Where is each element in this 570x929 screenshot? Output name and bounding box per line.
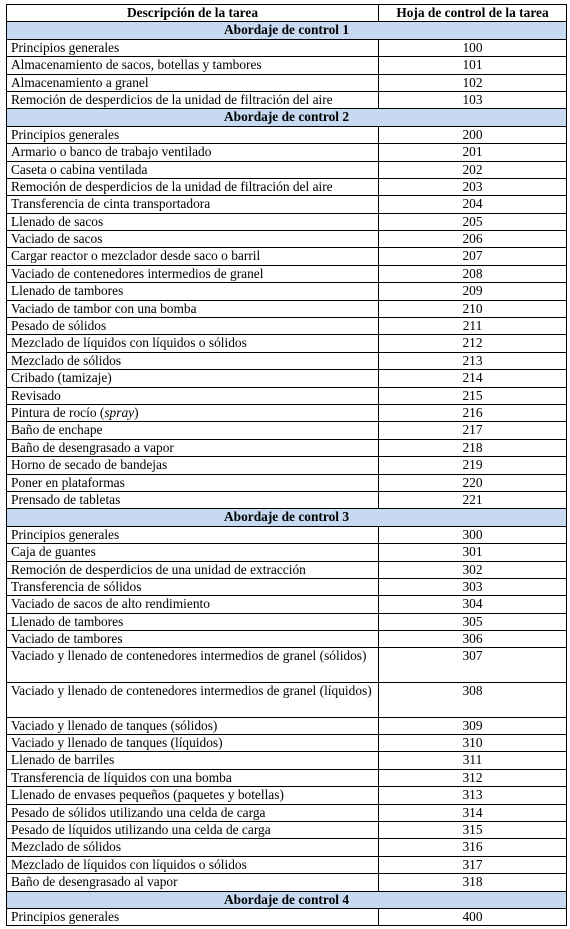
- task-sheet-number: 308: [379, 683, 567, 718]
- table-row: [7, 544, 567, 561]
- task-description: Baño de enchape: [7, 422, 379, 439]
- table-row: [7, 335, 567, 352]
- task-sheet-number: 203: [379, 178, 567, 195]
- table-row: [7, 318, 567, 335]
- table-row: [7, 735, 567, 752]
- table-row: [7, 39, 567, 56]
- task-description: Llenado de tambores: [7, 283, 379, 300]
- section-header-row: [7, 891, 567, 908]
- section-title: Abordaje de control 1: [7, 22, 567, 39]
- task-sheet-number: 212: [379, 335, 567, 352]
- task-sheet-number: 309: [379, 717, 567, 734]
- table-row: [7, 213, 567, 230]
- task-sheet-number: 313: [379, 787, 567, 804]
- task-sheet-number: 306: [379, 631, 567, 648]
- task-description: Principios generales: [7, 526, 379, 543]
- table-row: [7, 404, 567, 421]
- task-sheet-number: 101: [379, 57, 567, 74]
- task-sheet-number: 217: [379, 422, 567, 439]
- task-sheet-number: 213: [379, 352, 567, 369]
- task-description: Vaciado de tambor con una bomba: [7, 300, 379, 317]
- task-sheet-number: 300: [379, 526, 567, 543]
- section-title: Abordaje de control 2: [7, 109, 567, 126]
- table-row: [7, 57, 567, 74]
- task-sheet-number: 305: [379, 613, 567, 630]
- table-row: [7, 631, 567, 648]
- table-row: [7, 717, 567, 734]
- task-sheet-number: 218: [379, 439, 567, 456]
- task-sheet-number: 206: [379, 231, 567, 248]
- table-row: [7, 178, 567, 195]
- task-description: Principios generales: [7, 126, 379, 143]
- table-row: [7, 231, 567, 248]
- task-sheet-number: 102: [379, 74, 567, 91]
- task-sheet-number: 201: [379, 144, 567, 161]
- table-row: [7, 74, 567, 91]
- task-description: Caseta o cabina ventilada: [7, 161, 379, 178]
- task-sheet-number: 221: [379, 491, 567, 508]
- section-title: Abordaje de control 4: [7, 891, 567, 908]
- task-description: Llenado de tambores: [7, 613, 379, 630]
- table-row: [7, 352, 567, 369]
- table-row: [7, 283, 567, 300]
- task-description: Remoción de desperdicios de una unidad de extracción: [7, 561, 379, 578]
- task-description: Prensado de tabletas: [7, 491, 379, 508]
- task-description: Vaciado y llenado de tanques (sólidos): [7, 717, 379, 734]
- task-sheet-number: 207: [379, 248, 567, 265]
- task-description: Remoción de desperdicios de la unidad de filtración del aire: [7, 178, 379, 195]
- task-description-text: Pintura de rocío (: [11, 404, 105, 420]
- task-description: Transferencia de líquidos con una bomba: [7, 769, 379, 786]
- task-description: Mezclado de sólidos: [7, 839, 379, 856]
- task-description: Horno de secado de bandejas: [7, 457, 379, 474]
- task-sheet-number: 215: [379, 387, 567, 404]
- table-row: [7, 613, 567, 630]
- task-sheet-number: 211: [379, 318, 567, 335]
- document-page: [6, 4, 566, 926]
- task-description: Vaciado y llenado de contenedores intermedios de granel (líquidos): [7, 683, 379, 718]
- table-row: [7, 265, 567, 282]
- task-sheet-number: 317: [379, 856, 567, 873]
- task-sheet-number: 312: [379, 769, 567, 786]
- task-sheet-number: 303: [379, 578, 567, 595]
- column-header-description: Descripción de la tarea: [7, 5, 379, 22]
- task-sheet-number: 316: [379, 839, 567, 856]
- task-description: Almacenamiento de sacos, botellas y tambores: [7, 57, 379, 74]
- task-description: Mezclado de líquidos con líquidos o sólidos: [7, 856, 379, 873]
- task-description: Llenado de sacos: [7, 213, 379, 230]
- table-row: [7, 683, 567, 718]
- task-description: Principios generales: [7, 39, 379, 56]
- table-row: [7, 439, 567, 456]
- task-sheet-number: 219: [379, 457, 567, 474]
- table-row: [7, 787, 567, 804]
- table-row: [7, 196, 567, 213]
- table-header-row: [7, 5, 567, 22]
- task-sheet-number: 200: [379, 126, 567, 143]
- section-header-row: [7, 109, 567, 126]
- task-sheet-number: 400: [379, 908, 567, 925]
- task-description: Pesado de líquidos utilizando una celda de carga: [7, 821, 379, 838]
- task-description: Mezclado de líquidos con líquidos o sólidos: [7, 335, 379, 352]
- task-description: Armario o banco de trabajo ventilado: [7, 144, 379, 161]
- task-sheet-number: 318: [379, 874, 567, 891]
- table-row: [7, 387, 567, 404]
- table-row: [7, 491, 567, 508]
- task-sheet-number: 103: [379, 91, 567, 108]
- task-description: Cribado (tamizaje): [7, 370, 379, 387]
- control-sheet-table: [6, 4, 567, 926]
- task-description: Cargar reactor o mezclador desde saco o barril: [7, 248, 379, 265]
- table-row: [7, 457, 567, 474]
- task-sheet-number: 307: [379, 648, 567, 683]
- table-row: [7, 474, 567, 491]
- task-sheet-number: 314: [379, 804, 567, 821]
- task-description: Pesado de sólidos utilizando una celda de carga: [7, 804, 379, 821]
- table-row: [7, 91, 567, 108]
- section-header-row: [7, 22, 567, 39]
- task-description: Transferencia de cinta transportadora: [7, 196, 379, 213]
- task-sheet-number: 208: [379, 265, 567, 282]
- task-description: Principios generales: [7, 908, 379, 925]
- table-row: [7, 526, 567, 543]
- section-title: Abordaje de control 3: [7, 509, 567, 526]
- table-row: [7, 908, 567, 925]
- table-row: [7, 769, 567, 786]
- task-sheet-number: 210: [379, 300, 567, 317]
- table-row: [7, 248, 567, 265]
- table-row: [7, 752, 567, 769]
- task-sheet-number: 315: [379, 821, 567, 838]
- task-description-italic: spray: [104, 404, 135, 420]
- task-sheet-number: 204: [379, 196, 567, 213]
- task-sheet-number: 220: [379, 474, 567, 491]
- table-row: [7, 561, 567, 578]
- table-row: [7, 804, 567, 821]
- task-description: Transferencia de sólidos: [7, 578, 379, 595]
- task-description: Almacenamiento a granel: [7, 74, 379, 91]
- task-sheet-number: 209: [379, 283, 567, 300]
- table-row: [7, 578, 567, 595]
- task-description: Pesado de sólidos: [7, 318, 379, 335]
- table-row: [7, 874, 567, 891]
- task-sheet-number: 202: [379, 161, 567, 178]
- task-description-text: ): [134, 404, 139, 420]
- task-description: Baño de desengrasado al vapor: [7, 874, 379, 891]
- task-description: Llenado de envases pequeños (paquetes y botellas): [7, 787, 379, 804]
- section-header-row: [7, 509, 567, 526]
- table-row: [7, 422, 567, 439]
- table-row: [7, 144, 567, 161]
- task-sheet-number: 302: [379, 561, 567, 578]
- task-description: Vaciado de contenedores intermedios de granel: [7, 265, 379, 282]
- table-row: [7, 839, 567, 856]
- task-sheet-number: 304: [379, 596, 567, 613]
- task-sheet-number: 216: [379, 404, 567, 421]
- task-description: Baño de desengrasado a vapor: [7, 439, 379, 456]
- task-sheet-number: 205: [379, 213, 567, 230]
- task-sheet-number: 214: [379, 370, 567, 387]
- table-row: [7, 856, 567, 873]
- task-description: Llenado de barriles: [7, 752, 379, 769]
- task-description: Vaciado de sacos de alto rendimiento: [7, 596, 379, 613]
- table-row: [7, 300, 567, 317]
- table-row: [7, 161, 567, 178]
- task-description: Vaciado de sacos: [7, 231, 379, 248]
- task-sheet-number: 310: [379, 735, 567, 752]
- table-row: [7, 370, 567, 387]
- task-description: Poner en plataformas: [7, 474, 379, 491]
- task-sheet-number: 311: [379, 752, 567, 769]
- task-description: Vaciado y llenado de tanques (líquidos): [7, 735, 379, 752]
- table-row: [7, 596, 567, 613]
- column-header-sheet: Hoja de control de la tarea: [379, 5, 567, 22]
- table-row: [7, 126, 567, 143]
- task-description: Remoción de desperdicios de la unidad de filtración del aire: [7, 91, 379, 108]
- table-body: [7, 22, 567, 926]
- task-description: Mezclado de sólidos: [7, 352, 379, 369]
- task-description: [7, 404, 379, 421]
- task-description: Vaciado de tambores: [7, 631, 379, 648]
- table-row: [7, 821, 567, 838]
- task-sheet-number: 100: [379, 39, 567, 56]
- table-row: [7, 648, 567, 683]
- task-sheet-number: 301: [379, 544, 567, 561]
- task-description: Caja de guantes: [7, 544, 379, 561]
- task-description: Vaciado y llenado de contenedores intermedios de granel (sólidos): [7, 648, 379, 683]
- task-description: Revisado: [7, 387, 379, 404]
